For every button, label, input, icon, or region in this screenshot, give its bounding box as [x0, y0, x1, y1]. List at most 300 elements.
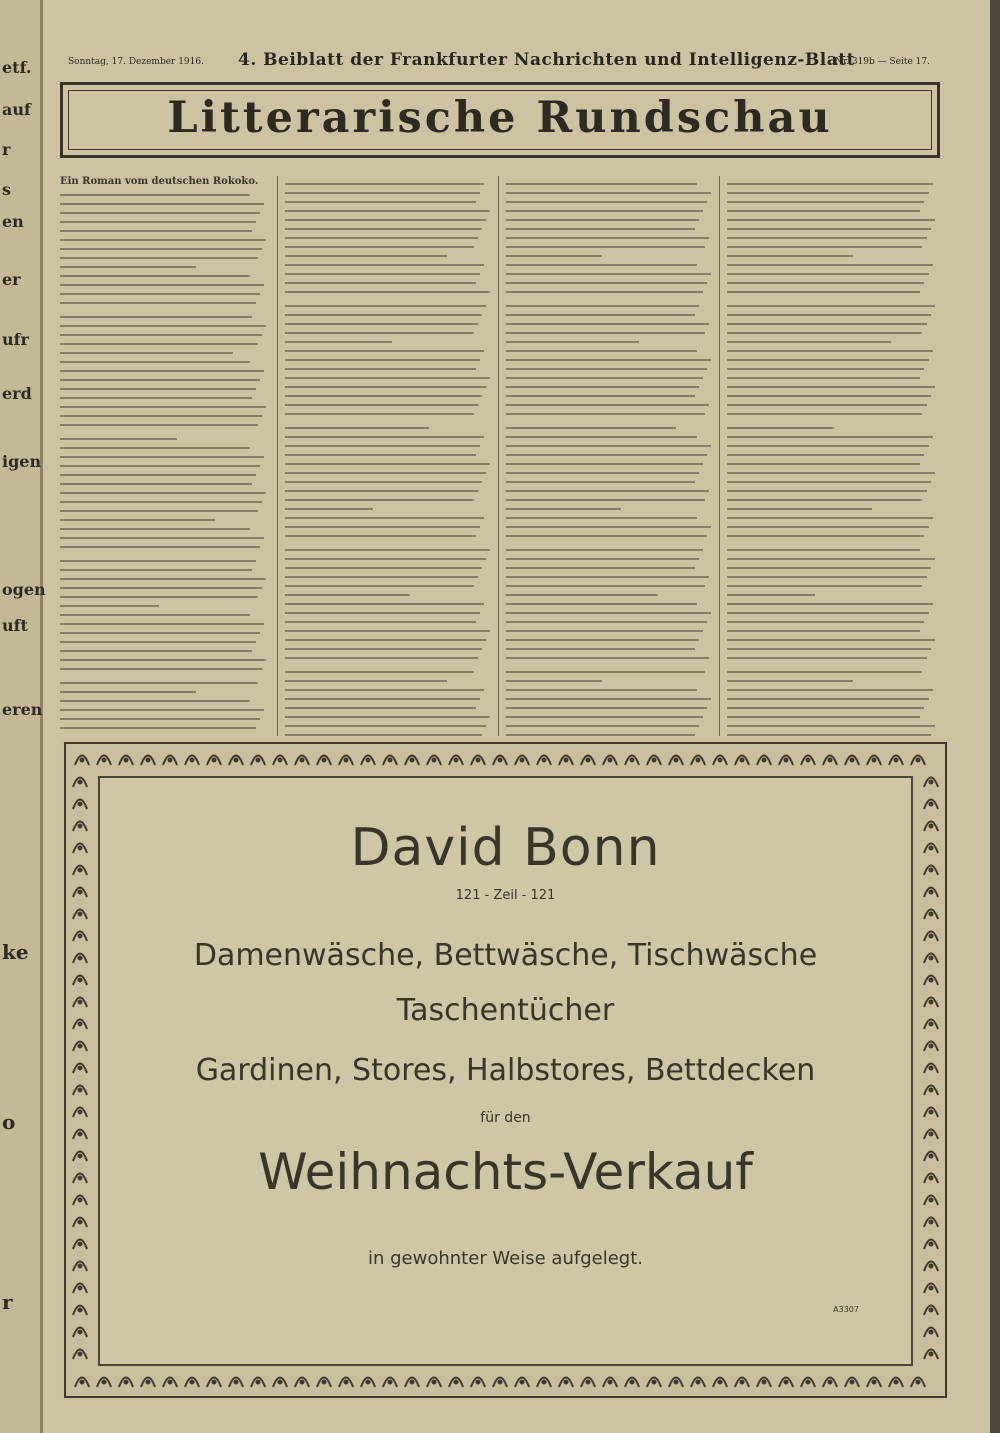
text-line [60, 682, 258, 684]
border-ornament [73, 1020, 87, 1030]
border-ornament [559, 1378, 573, 1388]
border-ornament [185, 1378, 199, 1388]
margin-fragment: r [2, 1290, 13, 1314]
border-ornament [383, 1378, 397, 1388]
text-line [727, 725, 935, 727]
text-line [727, 594, 815, 596]
text-line [727, 639, 935, 641]
border-ornament [924, 800, 938, 810]
border-ornament [427, 1378, 441, 1388]
text-line [727, 201, 924, 203]
text-line [727, 445, 929, 447]
text-line [727, 246, 922, 248]
text-line [727, 472, 935, 474]
border-ornament [735, 756, 749, 766]
border-ornament [73, 1130, 87, 1140]
text-line [506, 192, 711, 194]
text-line [506, 671, 705, 673]
text-line [285, 472, 486, 474]
margin-fragment: en [2, 212, 24, 231]
text-column-3 [506, 176, 711, 736]
column-rule [719, 176, 720, 736]
text-line [506, 183, 697, 185]
border-ornament [924, 954, 938, 964]
text-line [506, 237, 709, 239]
text-line [727, 585, 922, 587]
border-ornament [141, 1378, 155, 1388]
text-line [285, 576, 478, 578]
border-ornament [73, 1174, 87, 1184]
border-ornament [471, 756, 485, 766]
border-ornament [73, 976, 87, 986]
text-line [285, 332, 474, 334]
border-ornament [669, 1378, 683, 1388]
border-ornament [493, 756, 507, 766]
text-line [285, 499, 474, 501]
text-line [506, 445, 711, 447]
text-line [60, 519, 215, 521]
border-ornament [73, 1042, 87, 1052]
article-heading: Ein Roman vom deutschen Rokoko. [60, 176, 259, 187]
border-ornament [449, 1378, 463, 1388]
text-line [285, 350, 484, 352]
text-line [285, 368, 476, 370]
text-line [506, 201, 707, 203]
text-line [285, 603, 484, 605]
text-line [727, 698, 929, 700]
text-line [285, 395, 482, 397]
border-ornament [317, 1378, 331, 1388]
border-ornament [295, 756, 309, 766]
text-line [727, 282, 924, 284]
border-ornament [405, 756, 419, 766]
text-line [506, 725, 699, 727]
text-line [60, 727, 256, 729]
text-line [60, 623, 264, 625]
text-line [60, 221, 256, 223]
text-line [727, 612, 929, 614]
adjacent-page-edge [0, 0, 46, 1433]
text-line [60, 700, 250, 702]
text-line [60, 406, 266, 408]
text-line [60, 194, 250, 196]
border-ornament [911, 756, 925, 766]
text-line [285, 648, 482, 650]
text-line [727, 323, 927, 325]
text-line [506, 386, 699, 388]
border-ornament [449, 756, 463, 766]
border-ornament [691, 756, 705, 766]
text-line [285, 671, 474, 673]
text-line [727, 689, 933, 691]
header-page-number: Nr. 319b — Seite 17. [834, 57, 930, 67]
border-ornament [273, 1378, 287, 1388]
border-ornament [845, 756, 859, 766]
border-ornament [924, 1130, 938, 1140]
text-line [727, 264, 933, 266]
text-line [60, 239, 266, 241]
text-line [60, 212, 260, 214]
border-ornament [515, 1378, 529, 1388]
margin-fragment: ogen [2, 580, 46, 599]
border-ornament [823, 756, 837, 766]
text-line [285, 359, 480, 361]
border-ornament [119, 1378, 133, 1388]
border-ornament [361, 1378, 375, 1388]
text-line [60, 284, 264, 286]
margin-fragment: r [2, 140, 11, 159]
border-ornament [73, 822, 87, 832]
border-ornament [73, 888, 87, 898]
text-line [506, 454, 707, 456]
text-line [60, 415, 262, 417]
margin-fragment: auf [2, 100, 31, 119]
text-line [506, 395, 695, 397]
border-ornament [924, 1174, 938, 1184]
text-line [285, 612, 480, 614]
border-ornament [924, 1064, 938, 1074]
border-ornament [625, 1378, 639, 1388]
text-line [285, 689, 484, 691]
text-line [506, 404, 709, 406]
text-line [727, 305, 935, 307]
text-line [506, 499, 705, 501]
text-line [727, 707, 924, 709]
border-ornament [73, 1240, 87, 1250]
text-line [60, 257, 258, 259]
border-ornament [924, 778, 938, 788]
text-line [727, 603, 933, 605]
text-line [60, 546, 260, 548]
border-ornament [924, 932, 938, 942]
text-line [506, 612, 711, 614]
text-line [506, 648, 695, 650]
text-line [285, 228, 482, 230]
text-line [727, 508, 872, 510]
border-ornament [537, 1378, 551, 1388]
text-line [506, 639, 699, 641]
ad-line-handkerchiefs: Taschentücher [396, 993, 615, 1028]
text-line [285, 377, 490, 379]
text-line [727, 621, 924, 623]
border-ornament [924, 1196, 938, 1206]
text-line [727, 549, 920, 551]
header-date: Sonntag, 17. Dezember 1916. [68, 57, 204, 67]
text-line [727, 576, 927, 578]
text-line [506, 680, 602, 682]
text-line [727, 368, 924, 370]
text-line [506, 323, 709, 325]
text-line [506, 716, 703, 718]
text-line [506, 517, 697, 519]
text-line [727, 680, 853, 682]
margin-fragment: s [2, 180, 12, 199]
text-line [60, 483, 252, 485]
text-line [285, 255, 447, 257]
text-line [727, 648, 931, 650]
text-line [727, 314, 931, 316]
text-line [60, 474, 256, 476]
text-line [727, 526, 929, 528]
text-line [727, 291, 920, 293]
border-ornament [73, 1108, 87, 1118]
text-line [727, 255, 853, 257]
border-ornament [141, 756, 155, 766]
text-line [506, 472, 699, 474]
text-line [285, 526, 480, 528]
text-line [285, 413, 474, 415]
text-line [506, 359, 711, 361]
text-line [60, 492, 266, 494]
margin-fragment: igen [2, 452, 42, 471]
text-line [285, 734, 482, 736]
ad-line-curtains: Gardinen, Stores, Halbstores, Bettdecken [195, 1053, 816, 1088]
text-line [60, 447, 250, 449]
text-line [727, 567, 931, 569]
margin-fragment: er [2, 270, 21, 289]
column-text-lines [60, 194, 266, 736]
text-line [727, 237, 927, 239]
text-line [285, 264, 484, 266]
text-line [727, 630, 920, 632]
text-line [727, 454, 924, 456]
text-line [727, 228, 931, 230]
border-ornament [924, 1086, 938, 1096]
text-line [60, 343, 258, 345]
text-line [727, 395, 931, 397]
text-line [506, 264, 697, 266]
text-line [60, 641, 256, 643]
text-line [506, 413, 705, 415]
border-ornament [625, 756, 639, 766]
text-line [285, 508, 373, 510]
text-line [727, 350, 933, 352]
text-line [60, 438, 177, 440]
border-ornament [471, 1378, 485, 1388]
text-line [285, 517, 484, 519]
text-line [506, 463, 703, 465]
border-ornament [73, 910, 87, 920]
border-ornament [823, 1378, 837, 1388]
border-ornament [581, 1378, 595, 1388]
text-line [60, 537, 264, 539]
text-line [60, 388, 256, 390]
text-line [727, 404, 927, 406]
border-ornament [757, 1378, 771, 1388]
text-line [285, 725, 486, 727]
text-line [60, 596, 258, 598]
border-ornament [924, 1284, 938, 1294]
text-line [285, 210, 490, 212]
border-ornament [73, 800, 87, 810]
text-line [506, 436, 697, 438]
border-ornament [515, 756, 529, 766]
border-ornament [924, 1152, 938, 1162]
text-line [60, 650, 252, 652]
text-line [727, 192, 929, 194]
text-line [285, 404, 478, 406]
border-ornament [75, 1378, 89, 1388]
border-ornament [924, 822, 938, 832]
border-ornament [73, 866, 87, 876]
margin-fragment: erd [2, 384, 32, 403]
text-line [60, 587, 262, 589]
text-line [727, 671, 922, 673]
margin-fragment: eren [2, 700, 43, 719]
text-line [60, 370, 264, 372]
text-line [727, 359, 929, 361]
border-ornament [924, 998, 938, 1008]
border-ornament [924, 1262, 938, 1272]
page-header [60, 50, 940, 74]
border-ornament [73, 1152, 87, 1162]
text-line [506, 377, 703, 379]
text-line [60, 501, 262, 503]
border-ornament [75, 756, 89, 766]
text-line [285, 183, 484, 185]
margin-fragment: etf. [2, 58, 32, 77]
text-line [506, 526, 711, 528]
text-line [727, 657, 927, 659]
border-ornament [73, 1086, 87, 1096]
border-ornament [924, 1218, 938, 1228]
text-line [60, 569, 252, 571]
text-line [60, 465, 260, 467]
border-ornament [603, 1378, 617, 1388]
text-line [506, 535, 707, 537]
text-line [60, 718, 260, 720]
text-line [60, 605, 159, 607]
text-line [506, 210, 703, 212]
text-line [506, 332, 705, 334]
text-line [285, 323, 478, 325]
text-line [60, 275, 250, 277]
border-ornament [889, 1378, 903, 1388]
text-line [285, 436, 484, 438]
text-line [60, 230, 252, 232]
border-ornament [73, 844, 87, 854]
border-ornament [73, 778, 87, 788]
text-line [285, 594, 410, 596]
border-ornament [317, 756, 331, 766]
section-title: Litterarische Rundschau [167, 93, 833, 143]
border-ornament [924, 1240, 938, 1250]
border-ornament [73, 1328, 87, 1338]
border-ornament [801, 756, 815, 766]
border-ornament [911, 1378, 925, 1388]
text-line [506, 368, 707, 370]
text-line [727, 481, 931, 483]
border-ornament [73, 1064, 87, 1074]
border-ornament [251, 1378, 265, 1388]
border-ornament [691, 1378, 705, 1388]
text-line [506, 219, 699, 221]
border-ornament [185, 756, 199, 766]
text-line [506, 350, 697, 352]
text-line [727, 463, 920, 465]
border-ornament [73, 932, 87, 942]
margin-fragment: uft [2, 616, 28, 635]
border-ornament [405, 1378, 419, 1388]
text-line [506, 490, 709, 492]
text-line [60, 266, 196, 268]
text-line [727, 377, 920, 379]
text-line [285, 481, 482, 483]
border-ornament [867, 756, 881, 766]
border-ornament [119, 756, 133, 766]
text-line [285, 585, 474, 587]
text-line [727, 535, 924, 537]
ad-sale-headline: Weihnachts-Verkauf [258, 1143, 753, 1201]
text-line [285, 454, 476, 456]
column-rule [498, 176, 499, 736]
text-line [60, 203, 264, 205]
ad-line-linens: Damenwäsche, Bettwäsche, Tischwäsche [193, 938, 818, 973]
ad-line-for: für den [480, 1110, 531, 1126]
border-ornament [924, 888, 938, 898]
text-line [727, 490, 927, 492]
text-line [727, 558, 935, 560]
text-line [60, 397, 252, 399]
text-line [60, 578, 266, 580]
text-line [60, 510, 258, 512]
text-line [60, 668, 262, 670]
text-line [506, 305, 699, 307]
border-ornament [229, 1378, 243, 1388]
border-ornament [163, 1378, 177, 1388]
text-line [727, 427, 834, 429]
text-line [285, 463, 490, 465]
text-line [506, 707, 707, 709]
text-line [285, 445, 480, 447]
text-line [285, 567, 482, 569]
border-ornament [924, 866, 938, 876]
text-line [727, 517, 933, 519]
text-line [60, 691, 196, 693]
border-ornament [73, 1284, 87, 1294]
text-line [285, 282, 476, 284]
advertisement-panel [98, 776, 913, 1366]
text-line [285, 427, 429, 429]
text-line [60, 316, 252, 318]
text-line [506, 228, 695, 230]
border-ornament [924, 1108, 938, 1118]
border-ornament [73, 1218, 87, 1228]
text-line [285, 291, 490, 293]
text-line [727, 210, 920, 212]
text-line [60, 352, 233, 354]
text-line [285, 707, 476, 709]
border-ornament [713, 1378, 727, 1388]
text-line [285, 630, 490, 632]
text-line [60, 248, 262, 250]
text-line [285, 639, 486, 641]
text-line [285, 273, 480, 275]
text-line [506, 657, 709, 659]
text-line [506, 246, 705, 248]
border-ornament [73, 1262, 87, 1272]
text-line [285, 314, 482, 316]
text-line [60, 379, 260, 381]
text-line [285, 246, 474, 248]
text-line [285, 341, 392, 343]
border-ornament [251, 756, 265, 766]
advertisement [62, 740, 949, 1400]
border-ornament [924, 1328, 938, 1338]
text-line [60, 456, 264, 458]
text-column-2 [285, 176, 490, 736]
text-line [60, 325, 266, 327]
